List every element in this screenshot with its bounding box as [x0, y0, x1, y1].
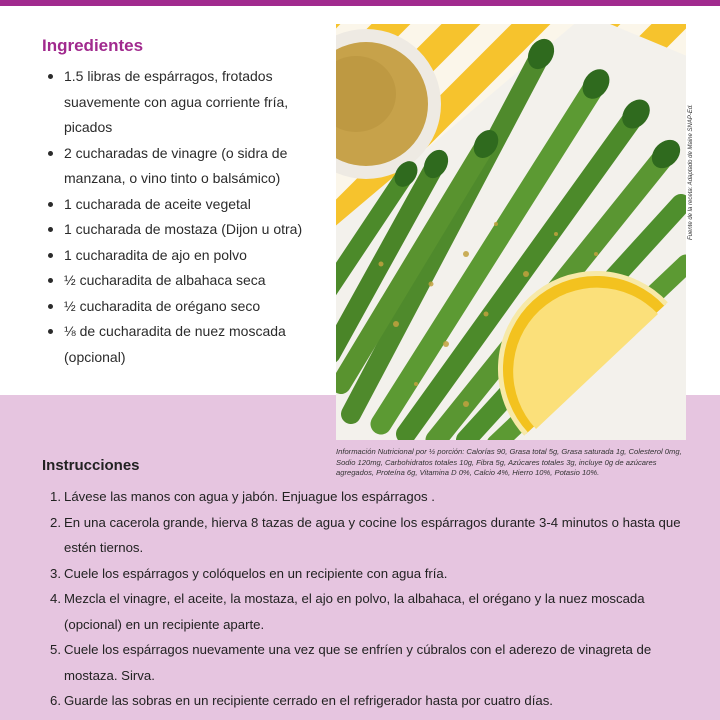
instruction-step	[50, 586, 690, 637]
instruction-step	[50, 637, 690, 688]
instructions-list	[50, 484, 690, 714]
step-text: Guarde las sobras en un recipiente cerrado en el refrigerador hasta por cuatro días.	[64, 693, 553, 708]
step-text: Cuele los espárragos nuevamente una vez que se enfríen y cúbralos con el aderezo de vinagreta de mostaza. Sirva.	[64, 642, 652, 683]
ingredient-item: ½ cucharadita de orégano seco	[46, 294, 316, 320]
asparagus-photo	[336, 24, 686, 440]
instruction-step	[50, 688, 690, 714]
step-text: Mezcla el vinagre, el aceite, la mostaza, el ajo en polvo, la albahaca, el orégano y la nuez moscada (opcional) en un recipiente aparte.	[64, 591, 645, 632]
ingredient-item: 2 cucharadas de vinagre (o sidra de manzana, o vino tinto o balsámico)	[46, 141, 316, 192]
nutrition-info: Información Nutricional por ½ porción: Calorías 90, Grasa total 5g, Grasa saturada 1g, Colesterol 0mg, Sodio 120mg, Carbohidratos totales 10g, Fibra 5g, Azúcares totales 3g, incluye 0g de azúcares agregados, Proteína 6g, Vitamina D 0%, Calcio 4%, Hierro 10%, Potasio 10%.	[336, 447, 682, 478]
step-text: Cuele los espárragos y colóquelos en un recipiente con agua fría.	[64, 565, 448, 581]
recipe-credit: Fuente de la receta: Adaptado de Maine SNAP-Ed.	[688, 104, 694, 240]
step-text: Lávese las manos con agua y jabón. Enjuague los espárragos .	[64, 489, 435, 504]
step-number: 5.	[50, 642, 61, 657]
step-number: 3.	[50, 565, 61, 581]
step-number: 2.	[50, 514, 61, 530]
step-text: En una cacerola grande, hierva 8 tazas de agua y cocine los espárragos durante 3-4 minutos o hasta que estén tiernos.	[64, 514, 681, 555]
step-number: 4.	[50, 591, 61, 606]
ingredient-item: 1 cucharadita de ajo en polvo	[46, 243, 316, 269]
step-number: 6.	[50, 693, 61, 708]
ingredient-item: 1.5 libras de espárragos, frotados suavemente con agua corriente fría, picados	[46, 64, 316, 141]
top-accent-bar	[0, 0, 720, 6]
ingredient-item: ⅛ de cucharadita de nuez moscada (opcional)	[46, 319, 316, 370]
ingredient-item: 1 cucharada de aceite vegetal	[46, 192, 316, 218]
instruction-step	[50, 510, 690, 561]
asparagus-illustration	[336, 24, 686, 440]
instruction-step	[50, 561, 690, 587]
ingredients-list	[46, 64, 316, 370]
instructions-title: Instrucciones	[42, 457, 140, 474]
instruction-step	[50, 484, 690, 510]
ingredients-title: Ingredientes	[42, 36, 144, 55]
ingredient-item: ½ cucharadita de albahaca seca	[46, 268, 316, 294]
step-number: 1.	[50, 489, 61, 504]
ingredient-item: 1 cucharada de mostaza (Dijon u otra)	[46, 217, 316, 243]
